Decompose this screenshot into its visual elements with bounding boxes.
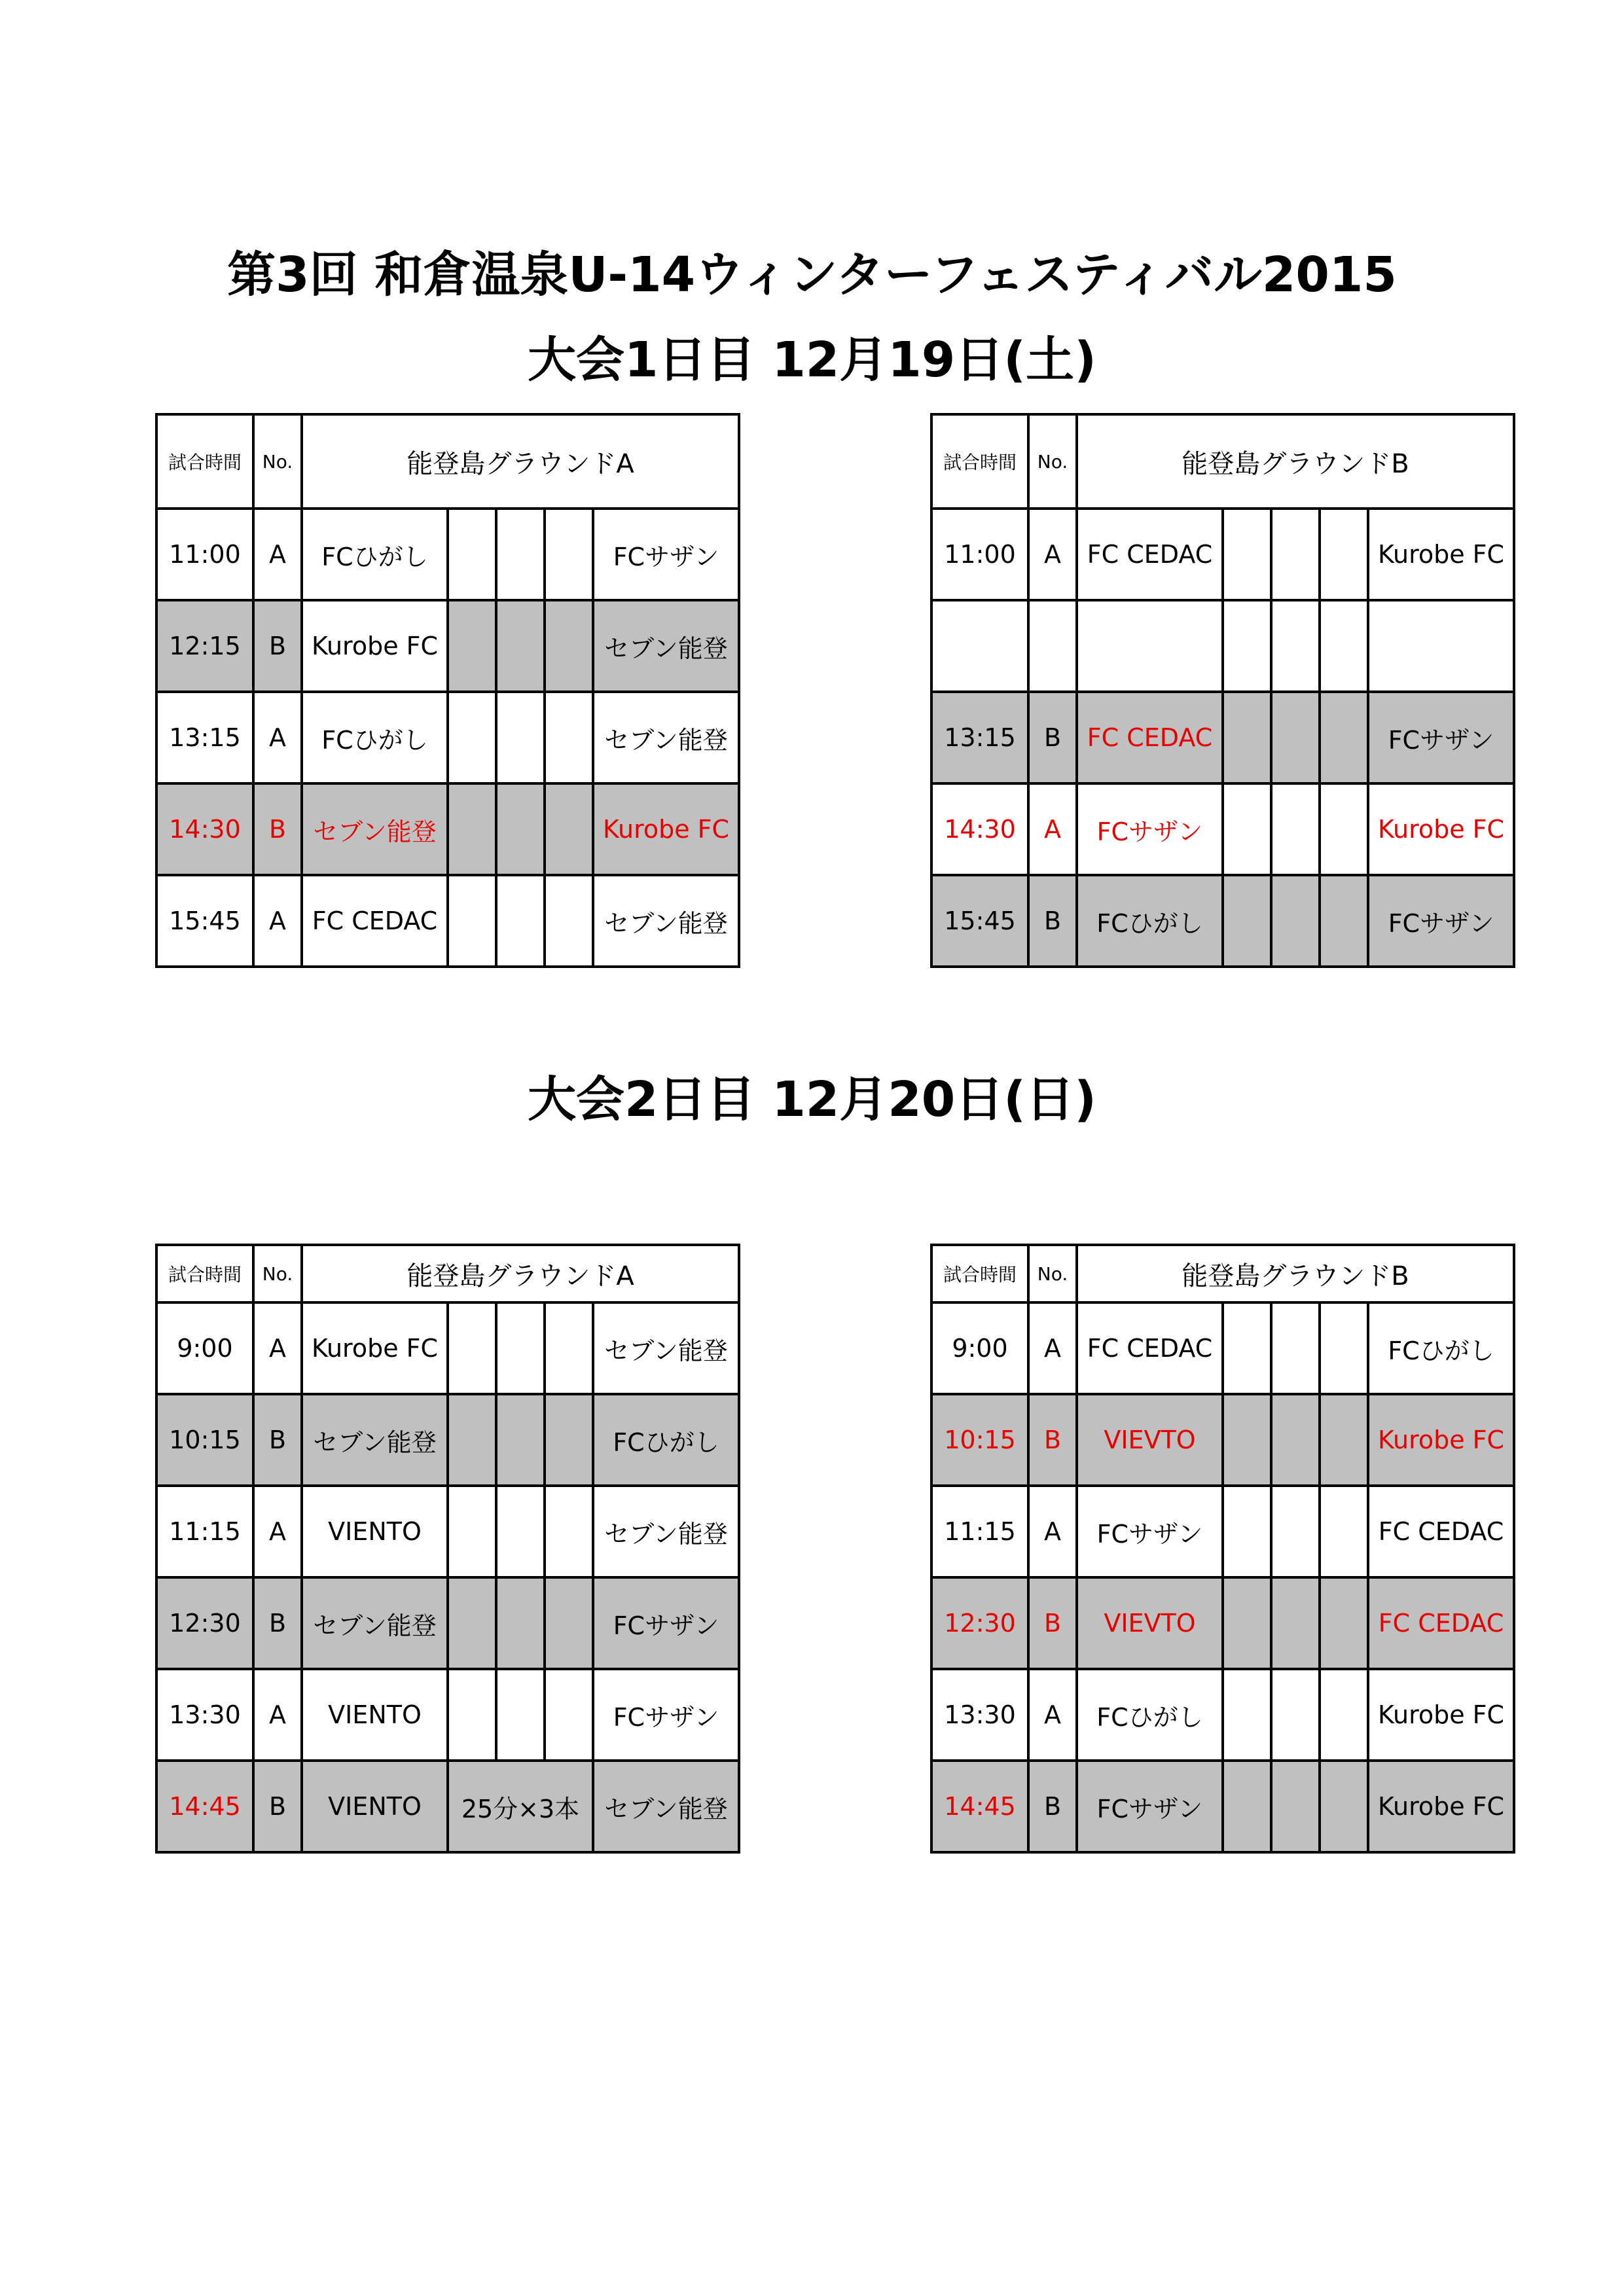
match-no: B	[1028, 1577, 1077, 1669]
away-team: セブン能登	[593, 1302, 739, 1394]
match-no: B	[253, 1394, 302, 1486]
match-row	[931, 1669, 1514, 1761]
header-no: No.	[1028, 1245, 1077, 1302]
day2-ground-a-table	[155, 1244, 740, 1854]
score-cell	[448, 692, 496, 783]
header-time: 試合時間	[931, 1245, 1028, 1302]
away-team: FCサザン	[593, 509, 739, 600]
home-team: FC CEDAC	[1077, 692, 1223, 783]
header-time: 試合時間	[156, 1245, 253, 1302]
match-no: A	[1028, 1486, 1077, 1577]
score-cell	[496, 1486, 545, 1577]
score-cell	[496, 600, 545, 692]
score-cell	[1271, 1394, 1320, 1486]
score-cell	[1271, 875, 1320, 967]
score-cell	[1320, 783, 1368, 875]
home-team: Kurobe FC	[302, 1302, 448, 1394]
header-time: 試合時間	[931, 414, 1028, 509]
ground-name: 能登島グラウンドB	[1077, 1245, 1514, 1302]
match-row	[156, 692, 739, 783]
score-cell	[1223, 1486, 1271, 1577]
match-time: 13:30	[156, 1669, 253, 1761]
day1-title: 大会1日目 12月19日(土)	[528, 332, 1096, 388]
score-cell	[1320, 1394, 1368, 1486]
home-team: VIEVTO	[1077, 1394, 1223, 1486]
score-cell	[496, 1577, 545, 1669]
away-team: Kurobe FC	[1368, 1394, 1514, 1486]
home-team: VIENTO	[302, 1761, 448, 1852]
match-time: 9:00	[156, 1302, 253, 1394]
home-team: FCひがし	[1077, 875, 1223, 967]
score-cell	[545, 1302, 593, 1394]
match-no	[1028, 600, 1077, 692]
match-row	[931, 1761, 1514, 1852]
away-team: セブン能登	[593, 1486, 739, 1577]
score-cell	[1223, 875, 1271, 967]
match-no: A	[253, 1302, 302, 1394]
score-cell	[1223, 1394, 1271, 1486]
match-row	[156, 1577, 739, 1669]
home-team: VIENTO	[302, 1486, 448, 1577]
match-row	[931, 600, 1514, 692]
score-cell	[496, 1302, 545, 1394]
away-team: FCサザン	[593, 1577, 739, 1669]
home-team: VIENTO	[302, 1669, 448, 1761]
score-cell	[1271, 1577, 1320, 1669]
ground-name: 能登島グラウンドA	[302, 414, 739, 509]
home-team: FC CEDAC	[302, 875, 448, 967]
score-cell	[545, 1394, 593, 1486]
ground-name: 能登島グラウンドB	[1077, 414, 1514, 509]
score-cell	[448, 509, 496, 600]
match-row	[931, 692, 1514, 783]
score-cell	[1271, 783, 1320, 875]
match-time: 11:15	[931, 1486, 1028, 1577]
away-team: Kurobe FC	[1368, 1761, 1514, 1852]
home-team: FCひがし	[302, 509, 448, 600]
header-no: No.	[253, 414, 302, 509]
match-row	[931, 783, 1514, 875]
away-team: Kurobe FC	[1368, 1669, 1514, 1761]
score-cell	[448, 600, 496, 692]
score-cell	[545, 600, 593, 692]
score-cell	[1320, 692, 1368, 783]
score-cell	[1271, 600, 1320, 692]
away-team	[1368, 600, 1514, 692]
score-cell	[448, 1486, 496, 1577]
score-cell	[1271, 692, 1320, 783]
score-cell	[1320, 1669, 1368, 1761]
score-cell	[496, 1394, 545, 1486]
match-no: A	[253, 509, 302, 600]
score-cell	[1223, 509, 1271, 600]
score-cell	[448, 1669, 496, 1761]
away-team: セブン能登	[593, 875, 739, 967]
header-no: No.	[1028, 414, 1077, 509]
away-team: セブン能登	[593, 692, 739, 783]
score-cell	[545, 1577, 593, 1669]
match-time: 11:15	[156, 1486, 253, 1577]
match-time: 12:15	[156, 600, 253, 692]
page-title: 第3回 和倉温泉U-14ウィンターフェスティバル2015	[227, 247, 1397, 303]
away-team: セブン能登	[593, 1761, 739, 1852]
away-team: Kurobe FC	[1368, 509, 1514, 600]
match-time	[931, 600, 1028, 692]
score-cell	[496, 692, 545, 783]
score-cell	[1271, 1761, 1320, 1852]
match-row	[156, 600, 739, 692]
score-cell	[1271, 1669, 1320, 1761]
score-cell	[1320, 1761, 1368, 1852]
score-cell	[448, 875, 496, 967]
score-cell	[448, 1394, 496, 1486]
score-cell	[545, 692, 593, 783]
home-team	[1077, 600, 1223, 692]
away-team: FCサザン	[1368, 692, 1514, 783]
match-row	[156, 783, 739, 875]
match-no: A	[1028, 509, 1077, 600]
score-cell	[1223, 600, 1271, 692]
score-cell	[448, 1302, 496, 1394]
score-cell	[496, 509, 545, 600]
match-time: 11:00	[931, 509, 1028, 600]
match-time: 13:30	[931, 1669, 1028, 1761]
match-row	[931, 875, 1514, 967]
match-time: 14:30	[931, 783, 1028, 875]
score-cell	[545, 1486, 593, 1577]
match-row	[156, 509, 739, 600]
match-time: 13:15	[931, 692, 1028, 783]
away-team: FCひがし	[593, 1394, 739, 1486]
match-time: 14:45	[931, 1761, 1028, 1852]
home-team: FCひがし	[1077, 1669, 1223, 1761]
match-row	[931, 1577, 1514, 1669]
match-no: A	[253, 692, 302, 783]
match-time: 14:45	[156, 1761, 253, 1852]
score-cell	[1320, 875, 1368, 967]
match-no: A	[1028, 1669, 1077, 1761]
home-team: Kurobe FC	[302, 600, 448, 692]
away-team: FCひがし	[1368, 1302, 1514, 1394]
score-cell	[1320, 1302, 1368, 1394]
home-team: VIEVTO	[1077, 1577, 1223, 1669]
match-no: B	[1028, 1394, 1077, 1486]
ground-name: 能登島グラウンドA	[302, 1245, 739, 1302]
match-time: 11:00	[156, 509, 253, 600]
match-no: B	[1028, 1761, 1077, 1852]
match-no: B	[253, 783, 302, 875]
match-row	[931, 1394, 1514, 1486]
match-row	[156, 1669, 739, 1761]
match-no: A	[1028, 783, 1077, 875]
away-team: FCサザン	[593, 1669, 739, 1761]
match-row	[931, 509, 1514, 600]
score-cell	[496, 783, 545, 875]
score-cell	[1223, 1761, 1271, 1852]
match-no: A	[253, 1669, 302, 1761]
match-no: B	[253, 1761, 302, 1852]
score-cell	[1320, 1577, 1368, 1669]
home-team: セブン能登	[302, 1394, 448, 1486]
score-cell	[545, 875, 593, 967]
away-team: FC CEDAC	[1368, 1486, 1514, 1577]
match-time: 12:30	[156, 1577, 253, 1669]
score-cell	[545, 509, 593, 600]
home-team: FCサザン	[1077, 1761, 1223, 1852]
match-row	[156, 1761, 739, 1852]
score-cell	[1223, 692, 1271, 783]
match-no: B	[1028, 692, 1077, 783]
match-no: B	[1028, 875, 1077, 967]
match-row	[931, 1302, 1514, 1394]
day2-ground-b-table	[930, 1244, 1515, 1854]
day2-title: 大会2日目 12月20日(日)	[528, 1071, 1096, 1128]
score-cell	[1320, 1486, 1368, 1577]
match-row	[156, 875, 739, 967]
score-cell	[1223, 1669, 1271, 1761]
score-cell	[1271, 1302, 1320, 1394]
match-time: 14:30	[156, 783, 253, 875]
match-time: 10:15	[156, 1394, 253, 1486]
away-team: セブン能登	[593, 600, 739, 692]
home-team: FCサザン	[1077, 1486, 1223, 1577]
match-no: B	[253, 1577, 302, 1669]
score-cell	[545, 1669, 593, 1761]
score-cell	[1223, 1577, 1271, 1669]
match-format-note: 25分×3本	[448, 1761, 593, 1852]
score-cell	[448, 1577, 496, 1669]
score-cell	[496, 875, 545, 967]
match-no: B	[253, 600, 302, 692]
away-team: FC CEDAC	[1368, 1577, 1514, 1669]
match-row	[156, 1486, 739, 1577]
day1-ground-b-table	[930, 413, 1515, 968]
score-cell	[1223, 1302, 1271, 1394]
away-team: Kurobe FC	[1368, 783, 1514, 875]
away-team: FCサザン	[1368, 875, 1514, 967]
score-cell	[1271, 1486, 1320, 1577]
day1-ground-a-table	[155, 413, 740, 968]
match-no: A	[1028, 1302, 1077, 1394]
match-row	[931, 1486, 1514, 1577]
match-time: 15:45	[156, 875, 253, 967]
score-cell	[1320, 509, 1368, 600]
score-cell	[1271, 509, 1320, 600]
home-team: セブン能登	[302, 1577, 448, 1669]
score-cell	[448, 783, 496, 875]
header-no: No.	[253, 1245, 302, 1302]
match-row	[156, 1302, 739, 1394]
match-time: 13:15	[156, 692, 253, 783]
home-team: FC CEDAC	[1077, 509, 1223, 600]
home-team: FCひがし	[302, 692, 448, 783]
home-team: FCサザン	[1077, 783, 1223, 875]
score-cell	[496, 1669, 545, 1761]
home-team: FC CEDAC	[1077, 1302, 1223, 1394]
score-cell	[545, 783, 593, 875]
score-cell	[1223, 783, 1271, 875]
home-team: セブン能登	[302, 783, 448, 875]
match-row	[156, 1394, 739, 1486]
match-time: 9:00	[931, 1302, 1028, 1394]
score-cell	[1320, 600, 1368, 692]
match-no: A	[253, 875, 302, 967]
match-time: 10:15	[931, 1394, 1028, 1486]
match-time: 12:30	[931, 1577, 1028, 1669]
away-team: Kurobe FC	[593, 783, 739, 875]
header-time: 試合時間	[156, 414, 253, 509]
match-time: 15:45	[931, 875, 1028, 967]
match-no: A	[253, 1486, 302, 1577]
